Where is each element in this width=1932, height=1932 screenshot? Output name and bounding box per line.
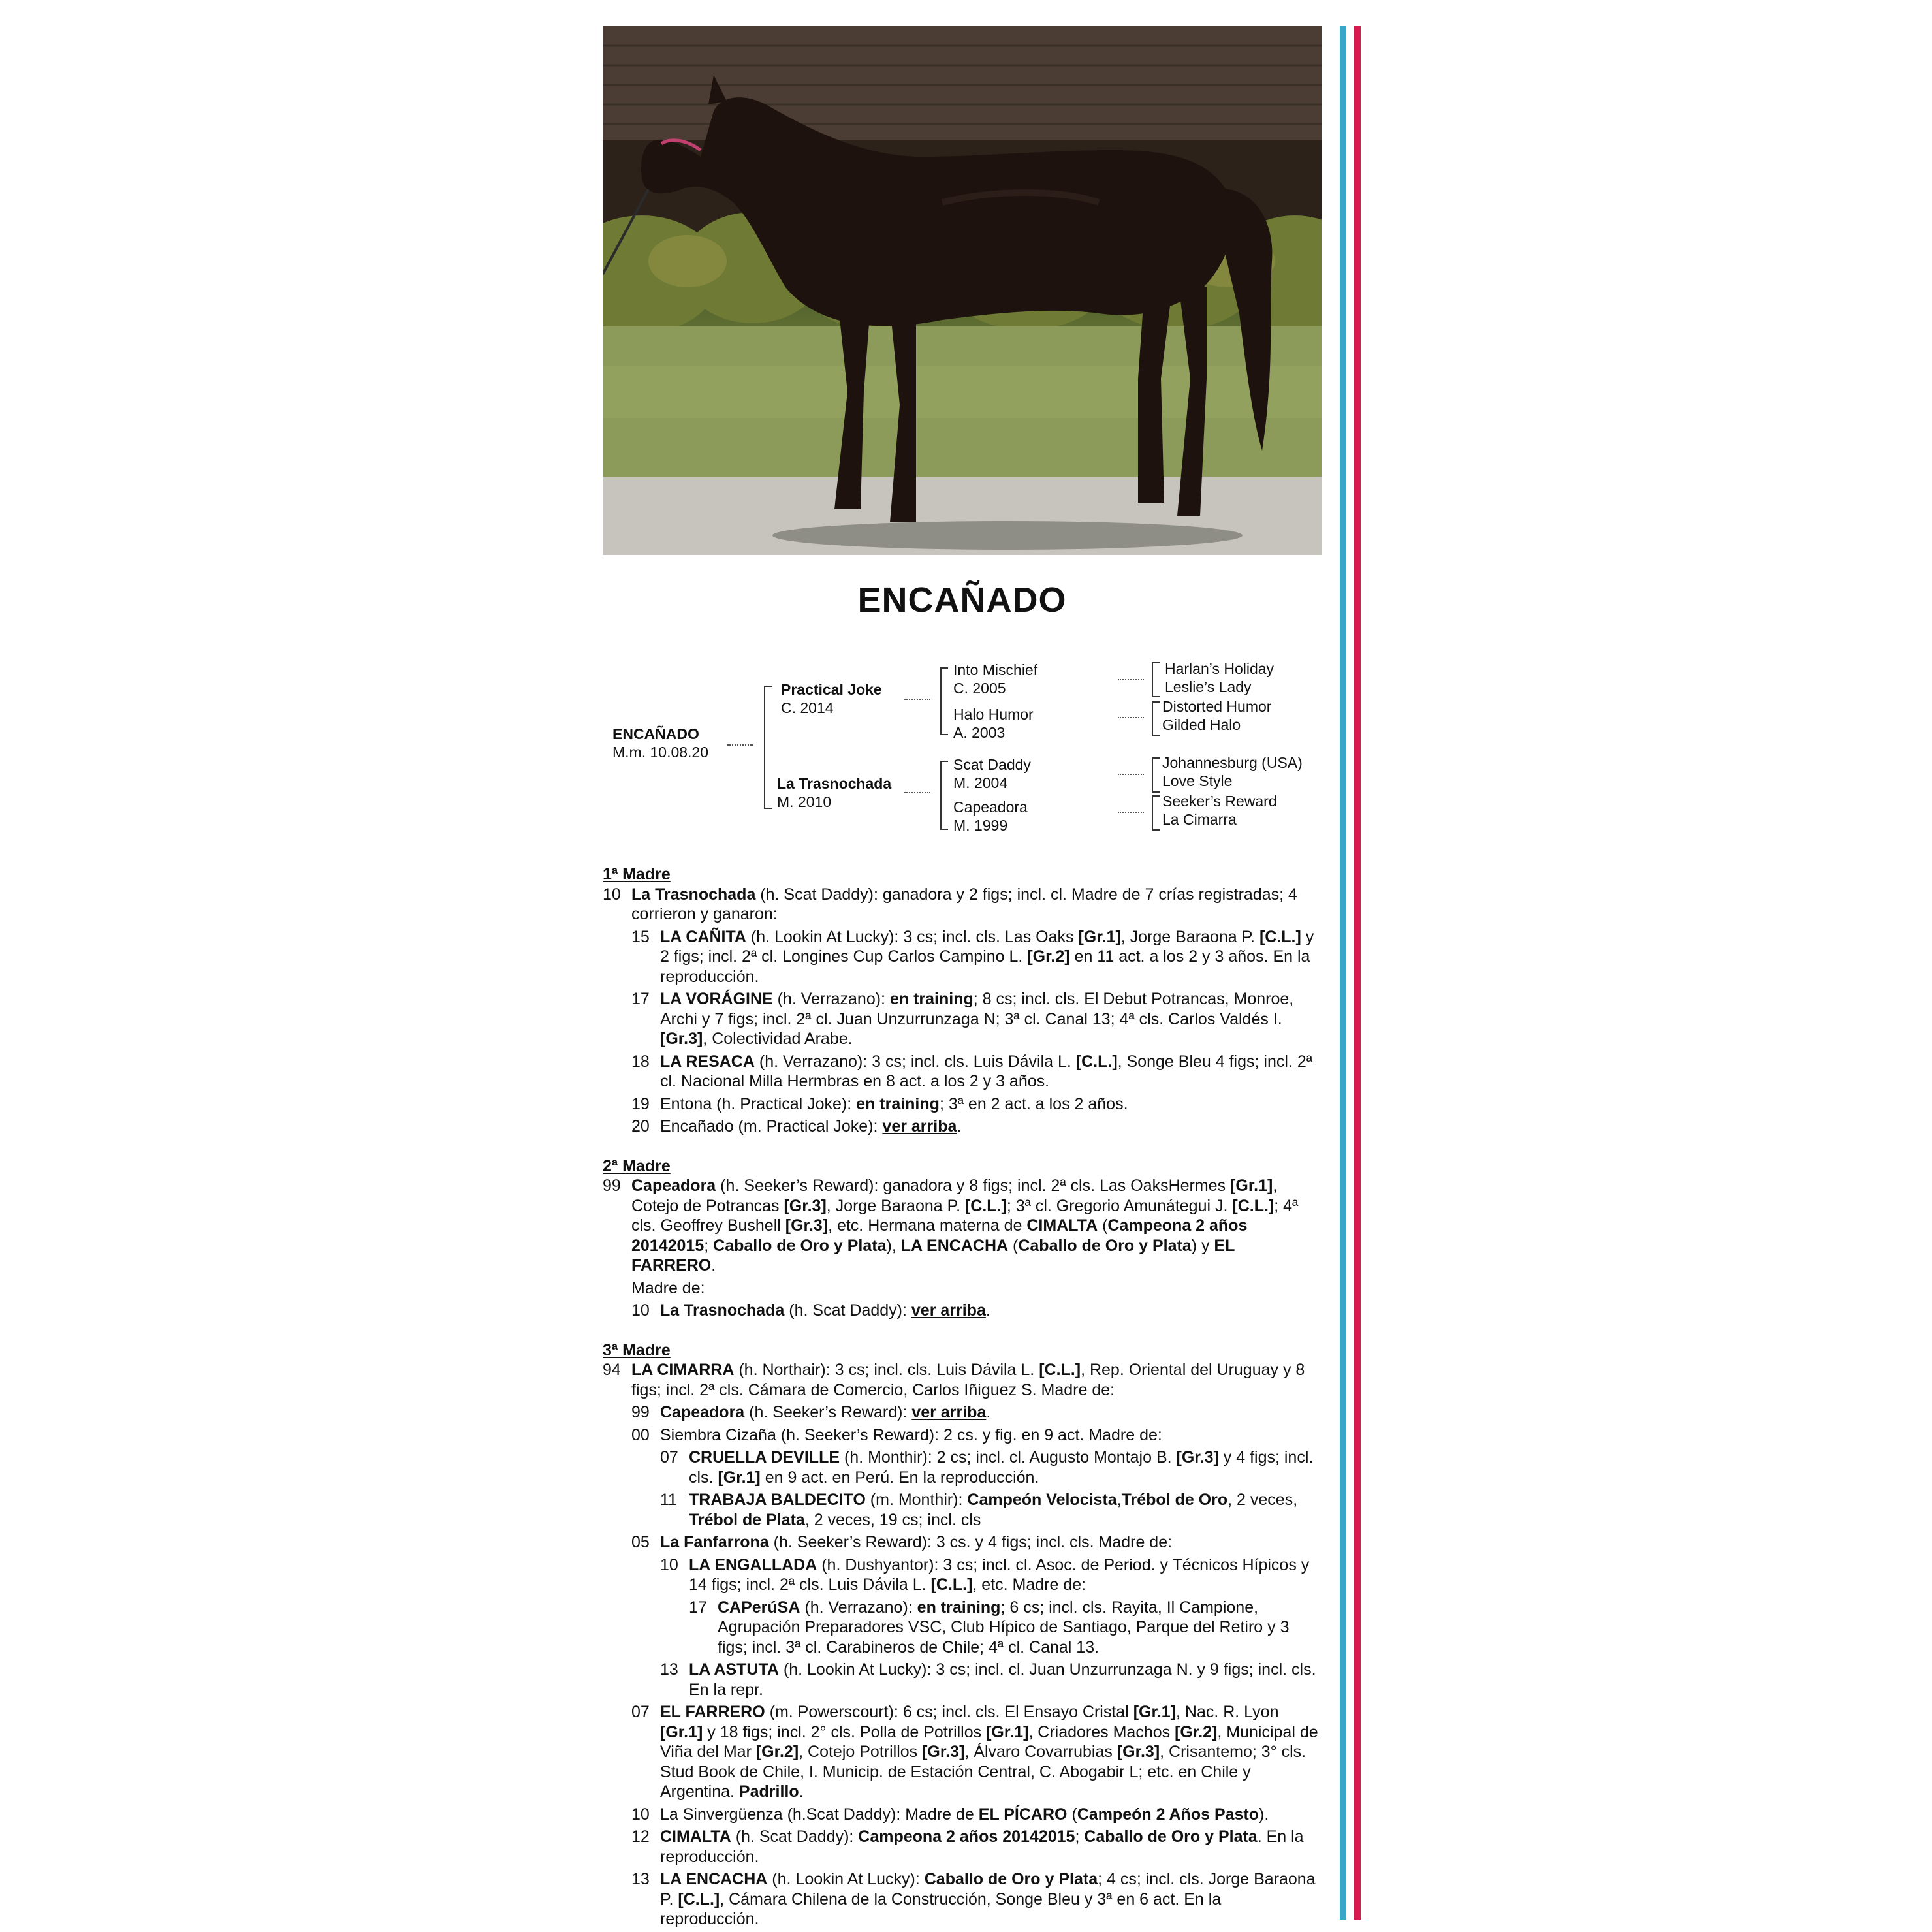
entry-text-segment: ). bbox=[1259, 1805, 1269, 1824]
entry-text-segment: Trébol de Plata bbox=[689, 1510, 805, 1529]
entry-text bbox=[660, 1094, 1321, 1115]
entry-text-segment: , etc. Madre de: bbox=[972, 1576, 1086, 1594]
entry-text-segment: CRUELLA DEVILLE bbox=[689, 1448, 840, 1466]
entry-text-segment: , bbox=[1116, 1491, 1122, 1509]
pedigree-dam-info: M. 2010 bbox=[777, 793, 832, 810]
family-entry bbox=[603, 1425, 1321, 1446]
entry-text-segment: (h. Scat Daddy): bbox=[784, 1301, 911, 1320]
entry-text bbox=[660, 1301, 1321, 1321]
entry-text-segment: La Fanfarrona bbox=[660, 1533, 769, 1551]
entry-text-segment: . bbox=[799, 1782, 804, 1801]
entry-text bbox=[631, 885, 1321, 925]
entry-text-segment: Padrillo bbox=[738, 1782, 799, 1801]
entry-text-segment: Caballo de Oro y Plata bbox=[1018, 1236, 1192, 1255]
entry-text bbox=[631, 1176, 1321, 1276]
family-entry bbox=[603, 1869, 1321, 1929]
cross-reference-link[interactable]: ver arriba bbox=[882, 1117, 957, 1135]
pedigree-horse-name: ENCAÑADO bbox=[612, 725, 699, 742]
entry-text-segment: [Gr.3] bbox=[660, 1030, 703, 1048]
pedigree-gen4-name: La Cimarra bbox=[1162, 811, 1237, 828]
entry-text-segment: [Gr.1] bbox=[1133, 1703, 1176, 1721]
entry-text-segment: CIMALTA bbox=[660, 1828, 731, 1846]
entry-text bbox=[631, 1360, 1321, 1400]
pedigree-bracket bbox=[1152, 701, 1160, 736]
entry-text-segment: Trébol de Oro bbox=[1121, 1491, 1228, 1509]
pedigree-horse-info: M.m. 10.08.20 bbox=[612, 744, 709, 761]
family-entry bbox=[603, 1176, 1321, 1276]
entry-text bbox=[660, 1805, 1321, 1825]
entry-text-segment: , 2 veces, 19 cs; incl. cls bbox=[804, 1510, 981, 1529]
entry-text-segment: ( bbox=[1067, 1805, 1077, 1824]
entry-text-segment: , Cotejo Potrillos bbox=[799, 1743, 923, 1761]
entry-text-segment: ; 3ª cl. Gregorio Amunátegui J. bbox=[1006, 1196, 1233, 1215]
pedigree-gen4-name: Seeker’s Reward bbox=[1162, 793, 1277, 810]
pedigree-dam-name: La Trasnochada bbox=[777, 775, 892, 792]
entry-text bbox=[660, 1116, 1321, 1137]
pedigree-gen3-name: Into Mischief bbox=[953, 661, 1038, 678]
pedigree-gen4-name: Love Style bbox=[1162, 772, 1233, 789]
entry-text-segment: . bbox=[985, 1301, 990, 1320]
family-entry bbox=[603, 1555, 1321, 1595]
entry-text-segment: Campeona 2 años 20142015 bbox=[631, 1216, 1248, 1255]
entry-text-segment: (h. Scat Daddy): ganadora y 2 figs; incl. cl. Madre de 7 crías registradas; 4 corrieron y ganaron: bbox=[631, 885, 1297, 923]
family-entry bbox=[603, 1094, 1321, 1115]
entry-text-segment: Entona (h. Practical Joke): bbox=[660, 1094, 857, 1113]
entry-year: 99 bbox=[603, 1177, 621, 1195]
entry-year: 19 bbox=[631, 1094, 650, 1113]
entry-text-segment: , Songe Bleu 4 figs; incl. 2ª cl. Nacional Milla Hermbras en 8 act. a los 2 y 3 años. bbox=[660, 1052, 1312, 1090]
entry-text-segment: EL FARRERO bbox=[631, 1236, 1235, 1275]
pedigree-connector bbox=[1118, 812, 1144, 813]
entry-text-segment: en training bbox=[889, 990, 974, 1008]
entry-text bbox=[660, 1402, 1321, 1423]
entry-text bbox=[689, 1555, 1321, 1595]
pedigree-connector bbox=[904, 699, 930, 700]
entry-text-segment: Capeadora bbox=[631, 1177, 716, 1195]
entry-year bbox=[603, 1278, 631, 1299]
entry-text-segment: EL FARRERO bbox=[660, 1703, 765, 1721]
family-entry bbox=[603, 1598, 1321, 1658]
pedigree-gen3-name: Halo Humor bbox=[953, 706, 1034, 723]
entry-text-segment: en 11 act. a los 2 y 3 años. En la reproducción. bbox=[660, 947, 1310, 986]
pedigree-gen3-name: Capeadora bbox=[953, 799, 1028, 816]
entry-text-segment: (h. Seeker’s Reward): bbox=[744, 1403, 912, 1421]
pedigree-connector bbox=[727, 744, 753, 746]
entry-text-segment: (h. Lookin At Lucky): bbox=[767, 1870, 925, 1888]
pedigree-connector bbox=[1118, 717, 1144, 718]
entry-text-segment: [Gr.2] bbox=[1175, 1722, 1218, 1741]
entry-text-segment: ; 3ª en 2 act. a los 2 años. bbox=[939, 1094, 1128, 1113]
entry-text bbox=[631, 1278, 1321, 1299]
entry-text-segment: [Gr.1] bbox=[660, 1722, 703, 1741]
entry-text-segment: en training bbox=[917, 1598, 1001, 1617]
family-entry bbox=[603, 1532, 1321, 1553]
entry-text-segment: La Trasnochada bbox=[631, 885, 756, 904]
cross-reference-link[interactable]: ver arriba bbox=[911, 1301, 986, 1320]
entry-text-segment: LA ENGALLADA bbox=[689, 1555, 817, 1574]
entry-text-segment: (h. Lookin At Lucky): 3 cs; incl. cl. Juan Unzurrunzaga N. y 9 figs; incl. cls. En la repr. bbox=[689, 1660, 1316, 1699]
pedigree-gen4-1 bbox=[1165, 659, 1274, 696]
pedigree-horse bbox=[612, 725, 708, 761]
entry-text-segment: [C.L.] bbox=[930, 1576, 973, 1594]
entry-text-segment: (h. Seeker’s Reward): 3 cs. y 4 figs; incl. cls. Madre de: bbox=[768, 1533, 1173, 1551]
entry-text-segment: ; 6 cs; incl. cls. Rayita, Il Campione, Agrupación Preparadores VSC, Club Hípico de Santiago, Parque del Retiro y 3 figs; incl. 3ª cl. Carabineros de Chile; 4ª cl. Canal 13. bbox=[718, 1598, 1290, 1656]
pedigree-dam bbox=[777, 774, 891, 811]
pedigree-gen4-2 bbox=[1162, 697, 1271, 734]
entry-text-segment: (h. Northair): 3 cs; incl. cls. Luis Dávila L. bbox=[734, 1361, 1039, 1379]
section-heading: 1ª Madre bbox=[603, 865, 671, 883]
pedigree-gen4-4 bbox=[1162, 792, 1277, 829]
entry-text-segment: LA ENCACHA bbox=[660, 1870, 768, 1888]
entry-year: 17 bbox=[631, 990, 650, 1008]
entry-text-segment: [Gr.1] bbox=[1078, 927, 1121, 946]
entry-text-segment: (h. Seeker’s Reward): ganadora y 8 figs; incl. 2ª cls. Las OaksHermes bbox=[716, 1177, 1231, 1195]
entry-text bbox=[660, 927, 1321, 987]
entry-text-segment: [C.L.] bbox=[964, 1196, 1007, 1215]
entry-year: 15 bbox=[631, 927, 650, 946]
entry-year: 10 bbox=[631, 1301, 650, 1320]
entry-text-segment: , Criadores Machos bbox=[1028, 1722, 1175, 1741]
entry-text bbox=[660, 1532, 1321, 1553]
entry-year: 10 bbox=[603, 885, 621, 904]
entry-text-segment: [C.L.] bbox=[678, 1890, 720, 1908]
entry-text-segment: Caballo de Oro y Plata bbox=[1084, 1828, 1258, 1846]
entry-text-segment: CAPerúSA bbox=[718, 1598, 800, 1617]
family-entry bbox=[603, 1278, 1321, 1299]
pedigree-bracket bbox=[940, 667, 948, 735]
entry-text-segment: [Gr.3] bbox=[922, 1743, 965, 1761]
entry-text-segment: [C.L.] bbox=[1232, 1196, 1275, 1215]
entry-year: 99 bbox=[631, 1403, 650, 1421]
entry-text-segment: [C.L.] bbox=[1039, 1361, 1081, 1379]
entry-text-segment: [Gr.3] bbox=[785, 1216, 829, 1235]
pedigree-gen3-4 bbox=[953, 798, 1028, 834]
entry-text-segment: y 4 figs; incl. cls. bbox=[689, 1448, 1314, 1487]
family-entry bbox=[603, 1402, 1321, 1423]
entry-text bbox=[689, 1660, 1321, 1700]
pedigree-gen4-name: Distorted Humor bbox=[1162, 698, 1272, 715]
entry-text bbox=[689, 1490, 1321, 1530]
entry-year: 07 bbox=[660, 1448, 678, 1466]
entry-text-segment: , Crisantemo; 3° cls. Stud Book de Chile, I. Municip. de Estación Central, C. Abogabir L; etc. en Chile y Argentina. bbox=[660, 1743, 1306, 1801]
entry-text-segment: La Trasnochada bbox=[660, 1301, 785, 1320]
entry-text-segment: (h. Verrazano): bbox=[772, 990, 890, 1008]
pedigree-bracket bbox=[1152, 757, 1160, 793]
entry-text-segment: ( bbox=[1098, 1216, 1108, 1235]
entry-text-segment: ; 4ª cls. Geoffrey Bushell bbox=[631, 1196, 1299, 1235]
family-entry bbox=[603, 1702, 1321, 1802]
pedigree-gen3-1 bbox=[953, 661, 1037, 697]
entry-text-segment: , 2 veces, bbox=[1227, 1491, 1298, 1509]
family-entry bbox=[603, 1301, 1321, 1321]
pedigree-gen3-info: M. 2004 bbox=[953, 774, 1008, 791]
entry-text-segment: . bbox=[986, 1403, 991, 1421]
pedigree-bracket bbox=[1152, 662, 1160, 697]
entry-text-segment: , Cotejo de Potrancas bbox=[631, 1177, 1278, 1215]
family-entry bbox=[603, 1805, 1321, 1825]
entry-text-segment: , Álvaro Covarrubias bbox=[964, 1743, 1117, 1761]
entry-text bbox=[660, 1702, 1321, 1802]
entry-text-segment: LA VORÁGINE bbox=[660, 990, 773, 1008]
entry-text-segment: (h. Lookin At Lucky): 3 cs; incl. cls. Las Oaks bbox=[746, 927, 1079, 946]
cross-reference-link[interactable]: ver arriba bbox=[911, 1403, 987, 1421]
entry-text-segment: , Cámara Chilena de la Construcción, Songe Bleu y 3ª en 6 act. En la reproducción. bbox=[660, 1890, 1222, 1928]
entry-text-segment: [C.L.] bbox=[1075, 1052, 1118, 1071]
pedigree-connector bbox=[904, 792, 930, 793]
entry-text-segment: [C.L.] bbox=[1259, 927, 1301, 946]
entry-text bbox=[689, 1448, 1321, 1487]
entry-year: 17 bbox=[689, 1598, 707, 1617]
entry-text-segment: ) y bbox=[1191, 1236, 1214, 1255]
pedigree-gen4-3 bbox=[1162, 753, 1303, 790]
entry-text bbox=[660, 1052, 1321, 1092]
entry-text-segment: , Jorge Baraona P. bbox=[826, 1196, 965, 1215]
entry-text bbox=[718, 1598, 1321, 1658]
entry-text-segment: en 9 act. en Perú. En la reproducción. bbox=[760, 1468, 1039, 1487]
entry-text-segment: , Rep. Oriental del Uruguay y 8 figs; incl. 2ª cls. Cámara de Comercio, Carlos Iñiguez S. Madre de: bbox=[631, 1361, 1305, 1399]
entry-text-segment: [Gr.1] bbox=[718, 1468, 761, 1487]
pedigree-sire bbox=[781, 680, 882, 717]
entry-text-segment: ; bbox=[1075, 1828, 1085, 1846]
pedigree-bracket bbox=[1152, 795, 1160, 831]
entry-text-segment: Siembra Cizaña (h. Seeker’s Reward): 2 cs. y fig. en 9 act. Madre de: bbox=[660, 1425, 1162, 1444]
entry-text-segment: y 2 figs; incl. 2ª cl. Longines Cup Carlos Campino L. bbox=[660, 927, 1314, 966]
entry-text-segment: LA ENCACHA bbox=[900, 1236, 1009, 1255]
family-record bbox=[603, 864, 1321, 1932]
entry-text-segment: TRABAJA BALDECITO bbox=[689, 1491, 866, 1509]
entry-year: 12 bbox=[631, 1828, 650, 1846]
entry-text-segment: Campeona 2 años 20142015 bbox=[858, 1828, 1075, 1846]
section-heading: 2ª Madre bbox=[603, 1156, 671, 1175]
family-entry bbox=[603, 1448, 1321, 1487]
entry-text bbox=[660, 1827, 1321, 1867]
entry-year: 18 bbox=[631, 1052, 650, 1071]
entry-year: 94 bbox=[603, 1361, 621, 1379]
entry-text-segment: ; 8 cs; incl. cls. El Debut Potrancas, Monroe, Archi y 7 figs; incl. 2ª cl. Juan Unzurrunzaga N; 3ª cl. Canal 13; 4ª cls. Carlos Valdés I. bbox=[660, 990, 1294, 1028]
entry-text-segment: (h. Scat Daddy): bbox=[731, 1828, 859, 1846]
entry-year: 13 bbox=[660, 1660, 678, 1679]
pedigree-gen3-name: Scat Daddy bbox=[953, 756, 1031, 773]
entry-text-segment: Caballo de Oro y Plata bbox=[924, 1870, 1098, 1888]
family-entry bbox=[603, 1116, 1321, 1137]
entry-text bbox=[660, 1869, 1321, 1929]
entry-text-segment: [Gr.2] bbox=[1027, 947, 1070, 966]
entry-text-segment: [Gr.3] bbox=[784, 1196, 827, 1215]
entry-text bbox=[660, 989, 1321, 1049]
entry-text-segment: (h. Dushyantor): 3 cs; incl. cl. Asoc. de Period. y Técnicos Hípicos y 14 figs; incl. 2ª cls. Luis Dávila L. bbox=[689, 1555, 1310, 1594]
decorative-stripe-red bbox=[1354, 26, 1361, 1920]
entry-year: 10 bbox=[631, 1805, 650, 1824]
entry-text-segment: y 18 figs; incl. 2° cls. Polla de Potrillos bbox=[703, 1722, 987, 1741]
entry-text-segment: CIMALTA bbox=[1026, 1216, 1098, 1235]
entry-year: 00 bbox=[631, 1425, 650, 1444]
entry-text-segment: Madre de: bbox=[631, 1278, 705, 1297]
entry-year: 10 bbox=[660, 1555, 678, 1574]
family-entry bbox=[603, 1660, 1321, 1700]
pedigree-gen3-2 bbox=[953, 705, 1034, 742]
pedigree-gen4-name: Harlan’s Holiday bbox=[1165, 660, 1275, 677]
entry-text-segment: ), bbox=[886, 1236, 901, 1255]
page-title: ENCAÑADO bbox=[857, 580, 1067, 620]
horse-photo bbox=[603, 26, 1322, 555]
family-entry bbox=[603, 927, 1321, 987]
entry-text-segment: , Nac. R. Lyon bbox=[1176, 1703, 1279, 1721]
entry-text-segment: LA ASTUTA bbox=[689, 1660, 779, 1679]
family-entry bbox=[603, 885, 1321, 925]
entry-text-segment: [Gr.3] bbox=[1176, 1448, 1219, 1466]
pedigree-gen4-name: Leslie’s Lady bbox=[1165, 678, 1252, 695]
entry-text-segment: [Gr.3] bbox=[1116, 1743, 1160, 1761]
entry-text-segment: ; bbox=[704, 1236, 714, 1255]
entry-year: 05 bbox=[631, 1533, 650, 1551]
entry-year: 07 bbox=[631, 1703, 650, 1721]
family-entry bbox=[603, 1490, 1321, 1530]
entry-text-segment: (h. Monthir): 2 cs; incl. cl. Augusto Montajo B. bbox=[840, 1448, 1177, 1466]
entry-text bbox=[660, 1425, 1321, 1446]
entry-text-segment: (h. Verrazano): bbox=[800, 1598, 917, 1617]
pedigree-gen3-info: C. 2005 bbox=[953, 680, 1006, 697]
entry-text-segment: Campeón Velocista bbox=[967, 1491, 1117, 1509]
pedigree-gen4-name: Johannesburg (USA) bbox=[1162, 754, 1303, 771]
entry-text-segment: [Gr.1] bbox=[1230, 1177, 1273, 1195]
entry-text-segment: . bbox=[957, 1117, 962, 1135]
family-entry bbox=[603, 1360, 1321, 1400]
entry-text-segment: La Sinvergüenza (h.Scat Daddy): Madre de bbox=[660, 1805, 979, 1824]
entry-text-segment: (m. Monthir): bbox=[865, 1491, 968, 1509]
pedigree-sire-name: Practical Joke bbox=[781, 681, 882, 698]
family-entry bbox=[603, 989, 1321, 1049]
entry-text-segment: ( bbox=[1008, 1236, 1019, 1255]
entry-year: 13 bbox=[631, 1870, 650, 1888]
entry-text-segment: Encañado (m. Practical Joke): bbox=[660, 1117, 883, 1135]
pedigree-gen3-info: A. 2003 bbox=[953, 724, 1006, 741]
entry-text-segment: , Municipal de Viña del Mar bbox=[660, 1722, 1318, 1761]
section-heading: 3ª Madre bbox=[603, 1340, 671, 1359]
pedigree-bracket bbox=[764, 686, 772, 809]
entry-text-segment: [Gr.1] bbox=[986, 1722, 1029, 1741]
entry-text-segment: , Colectividad Arabe. bbox=[703, 1030, 853, 1048]
pedigree-gen3-info: M. 1999 bbox=[953, 817, 1008, 834]
entry-text-segment: . bbox=[711, 1256, 716, 1275]
entry-text-segment: Campeón 2 Años Pasto bbox=[1077, 1805, 1259, 1824]
entry-text-segment: LA CAÑITA bbox=[660, 927, 746, 946]
entry-year: 11 bbox=[660, 1491, 677, 1509]
entry-text-segment: , Jorge Baraona P. bbox=[1120, 927, 1259, 946]
entry-text-segment: (m. Powerscourt): 6 cs; incl. cls. El Ensayo Cristal bbox=[765, 1703, 1133, 1721]
pedigree-gen3-3 bbox=[953, 755, 1031, 792]
decorative-stripe-blue bbox=[1340, 26, 1346, 1920]
entry-text-segment: Capeadora bbox=[660, 1403, 745, 1421]
pedigree-sire-info: C. 2014 bbox=[781, 699, 834, 716]
family-entry bbox=[603, 1052, 1321, 1092]
pedigree-connector bbox=[1118, 679, 1144, 680]
entry-text-segment: ; 4 cs; incl. cls. Jorge Baraona P. bbox=[660, 1870, 1316, 1908]
entry-text-segment: (h. Verrazano): 3 cs; incl. cls. Luis Dávila L. bbox=[754, 1052, 1076, 1071]
entry-year: 20 bbox=[631, 1117, 650, 1135]
horse-illustration bbox=[603, 26, 1322, 555]
entry-text-segment: , etc. Hermana materna de bbox=[828, 1216, 1027, 1235]
pedigree-gen4-name: Gilded Halo bbox=[1162, 716, 1241, 733]
entry-text-segment: en training bbox=[856, 1094, 940, 1113]
entry-text-segment: . En la reproducción. bbox=[660, 1828, 1304, 1866]
entry-text-segment: Caballo de Oro y Plata bbox=[713, 1236, 887, 1255]
entry-text-segment: LA CIMARRA bbox=[631, 1361, 735, 1379]
entry-text-segment: EL PÍCARO bbox=[978, 1805, 1068, 1824]
entry-text-segment: [Gr.2] bbox=[755, 1743, 799, 1761]
pedigree-bracket bbox=[940, 761, 948, 830]
family-entry bbox=[603, 1827, 1321, 1867]
entry-text-segment: LA RESACA bbox=[660, 1052, 755, 1071]
pedigree-connector bbox=[1118, 774, 1144, 775]
